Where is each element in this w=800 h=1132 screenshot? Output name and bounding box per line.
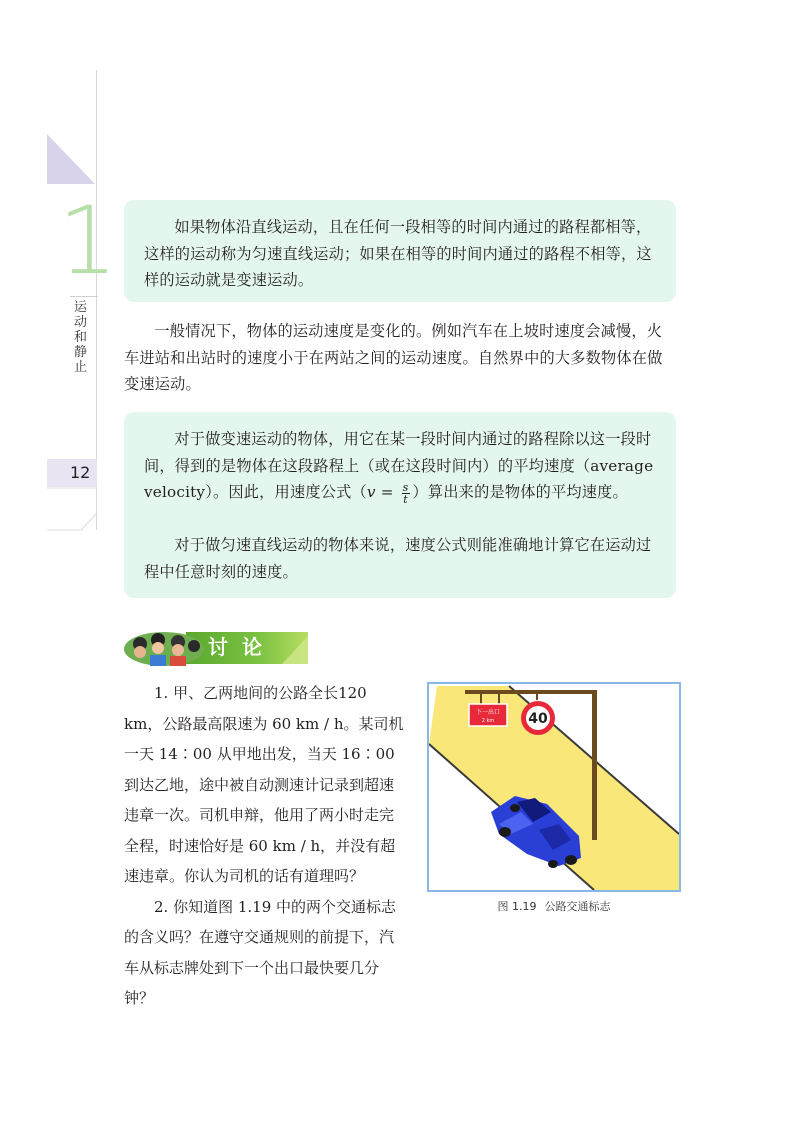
speed-limit-value: 40 bbox=[528, 711, 548, 727]
page-number: 12 bbox=[70, 463, 91, 482]
caption-number: 图 1.19 bbox=[497, 900, 537, 913]
average-velocity-text: 对于做变速运动的物体，用它在某一段时间内通过的路程除以这一段时间，得到的是物体在这段路程上（或在这段时间内）的平均速度（average velocity）。因此，用速度公式（v = $\frac{s}{t}$ ）算出来的是物体的平均速度。 bbox=[144, 430, 654, 506]
chapter-rule bbox=[70, 296, 98, 297]
chapter-title: 运动和静止 bbox=[74, 300, 88, 375]
definition-box bbox=[124, 200, 676, 302]
corner-triangle bbox=[47, 134, 95, 184]
chapter-number: 1 bbox=[58, 187, 118, 296]
caption-text: 公路交通标志 bbox=[544, 900, 611, 913]
question-2: 2. 你知道图 1.19 中的两个交通标志的含义吗？在遵守交通规则的前提下，汽车从标志牌处到下一个出口最快要几分钟？ bbox=[124, 897, 397, 1007]
main-text: 一般情况下，物体的运动速度是变化的。例如汽车在上坡时速度会减慢，火车进站和出站时的速度小于在两站之间的运动速度。自然界中的大多数物体在做变速运动。 bbox=[124, 322, 663, 393]
formula-v: v bbox=[366, 483, 376, 501]
definition-text: 如果物体沿直线运动，且在任何一段相等的时间内通过的路程都相等，这样的运动称为匀速直线运动；如果在相等的时间内通过的路程不相等，这样的运动就是变速运动。 bbox=[144, 218, 652, 289]
main-paragraph bbox=[124, 318, 670, 398]
formula-numerator: s bbox=[402, 480, 409, 494]
discussion-label: 讨论 bbox=[208, 635, 276, 659]
exit-sign-line1: 下一出口 bbox=[475, 709, 501, 716]
exit-sign-line2: 2 km bbox=[481, 718, 495, 724]
page-corner-notch bbox=[47, 487, 97, 531]
average-velocity-box bbox=[124, 412, 676, 598]
discussion-questions bbox=[124, 678, 408, 1014]
uniform-motion-text: 对于做匀速直线运动的物体来说，速度公式则能准确地计算它在运动过程中任意时刻的速度。 bbox=[144, 536, 652, 581]
formula-denominator: t bbox=[403, 492, 408, 506]
question-1: 1. 甲、乙两地间的公路全长120 km，公路最高限速为 60 km / h。某司机一天 14∶00 从甲地出发，当天 16∶00 到达乙地，途中被自动测速计记录到超速违章一次。司机申辩，他用了两小时走完全程，时速恰好是 60 km / h，并没有超速违章。你认为司机的话有道理吗？ bbox=[124, 684, 404, 885]
formula-fraction bbox=[402, 482, 410, 505]
traffic-sign-figure bbox=[427, 682, 681, 892]
figure-caption bbox=[427, 900, 681, 914]
